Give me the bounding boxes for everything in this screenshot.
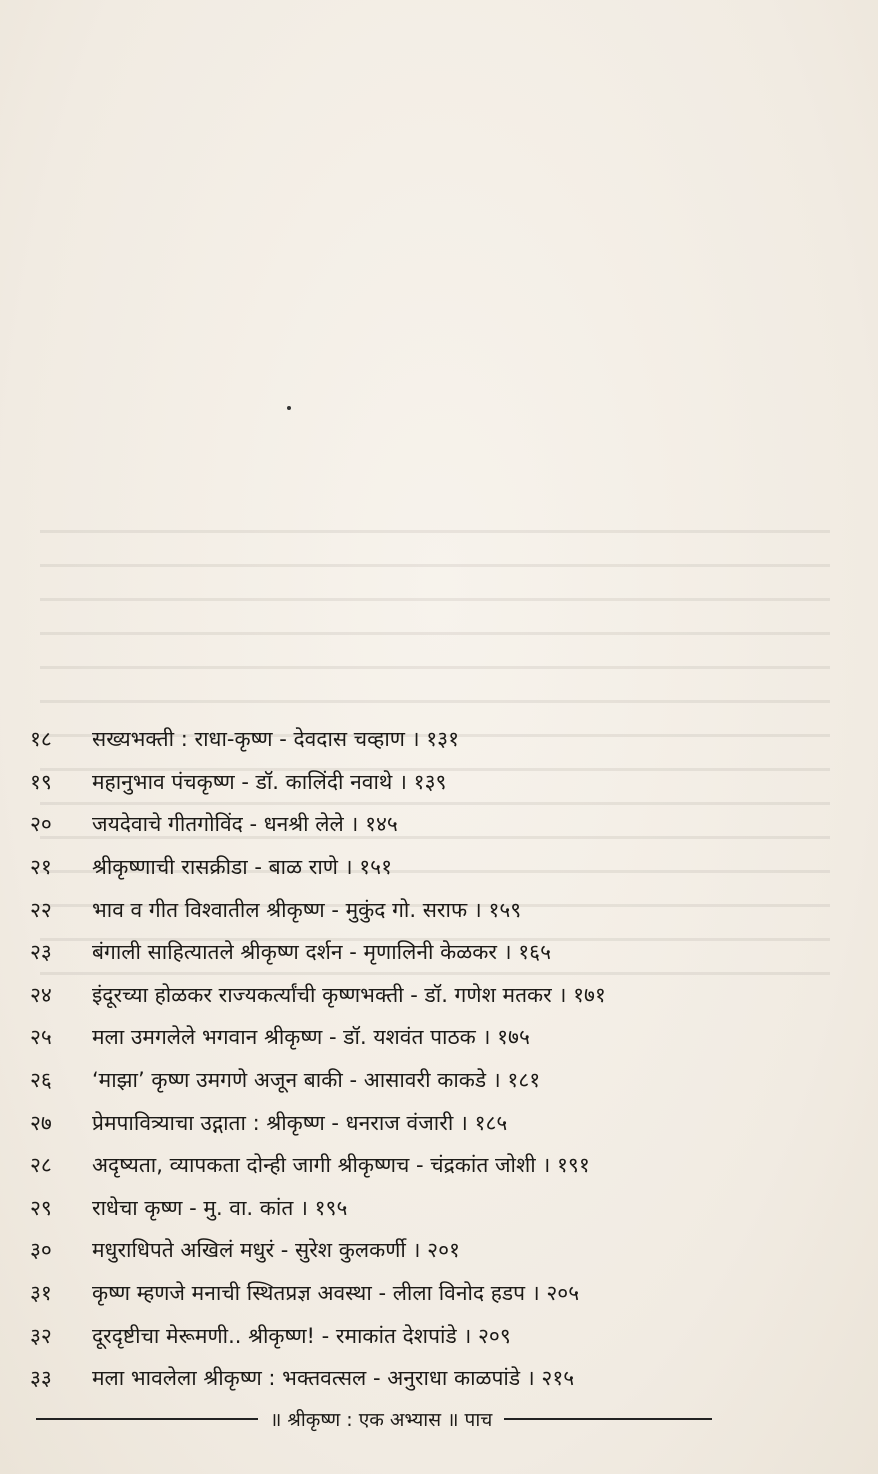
- toc-title: मला उमगलेले भगवान श्रीकृष्ण - डॉ. यशवंत पाठक । १७५: [92, 1025, 530, 1050]
- toc-title: मधुराधिपते अखिलं मधुरं - सुरेश कुलकर्णी । २०१: [92, 1238, 460, 1263]
- toc-entry: [30, 1314, 830, 1357]
- toc-title: जयदेवाचे गीतगोविंद - धनश्री लेले । १४५: [92, 812, 398, 837]
- toc-number: २०: [30, 812, 52, 837]
- toc-number: ३१: [30, 1281, 52, 1306]
- toc-number: २६: [30, 1068, 52, 1093]
- toc-number: २८: [30, 1153, 52, 1178]
- footer-rule-left: [36, 1418, 258, 1420]
- toc-number: २७: [30, 1110, 52, 1135]
- toc-title: सख्यभक्ती : राधा-कृष्ण - देवदास चव्हाण । १३१: [92, 727, 460, 752]
- table-of-contents: [30, 718, 830, 1400]
- toc-entry: [30, 718, 830, 761]
- toc-entry: [30, 1187, 830, 1230]
- toc-title: महानुभाव पंचकृष्ण - डॉ. कालिंदी नवाथे । १३९: [92, 769, 447, 794]
- toc-title: दूरदृष्टीचा मेरूमणी.. श्रीकृष्ण! - रमाकांत देशपांडे । २०९: [92, 1323, 511, 1348]
- toc-title: प्रेमपावित्र्याचा उद्गाता : श्रीकृष्ण - धनराज वंजारी । १८५: [92, 1110, 508, 1135]
- toc-title: इंदूरच्या होळकर राज्यकर्त्यांची कृष्णभक्ती - डॉ. गणेश मतकर । १७१: [92, 982, 606, 1007]
- toc-entry: [30, 931, 830, 974]
- toc-number: १९: [30, 769, 52, 794]
- toc-entry: [30, 1229, 830, 1272]
- toc-entry: [30, 761, 830, 804]
- toc-title: बंगाली साहित्यातले श्रीकृष्ण दर्शन - मृणालिनी केळकर । १६५: [92, 940, 551, 965]
- toc-number: ३२: [30, 1323, 52, 1348]
- toc-title: श्रीकृष्णाची रासक्रीडा - बाळ राणे । १५१: [92, 855, 393, 880]
- toc-entry: [30, 846, 830, 889]
- toc-entry: [30, 1357, 830, 1400]
- toc-title: कृष्ण म्हणजे मनाची स्थितप्रज्ञ अवस्था - लीला विनोद हडप । २०५: [92, 1281, 580, 1306]
- toc-number: २५: [30, 1025, 52, 1050]
- toc-entry: [30, 1144, 830, 1187]
- toc-entry: [30, 1016, 830, 1059]
- toc-entry: [30, 1101, 830, 1144]
- ink-speck: [287, 406, 291, 410]
- toc-entry: [30, 1059, 830, 1102]
- footer-text: ॥ श्रीकृष्ण : एक अभ्यास ॥ पाच: [270, 1409, 493, 1431]
- toc-number: ३०: [30, 1238, 52, 1263]
- toc-number: ३३: [30, 1366, 52, 1391]
- toc-title: मला भावलेला श्रीकृष्ण : भक्तवत्सल - अनुराधा काळपांडे । २१५: [92, 1366, 575, 1391]
- toc-entry: [30, 803, 830, 846]
- toc-title: भाव व गीत विश्वातील श्रीकृष्ण - मुकुंद गो. सराफ । १५९: [92, 897, 522, 922]
- toc-number: २२: [30, 897, 52, 922]
- toc-title: अदृष्यता, व्यापकता दोन्ही जागी श्रीकृष्णच - चंद्रकांत जोशी । १९१: [92, 1153, 590, 1178]
- footer-rule-right: [504, 1418, 712, 1420]
- toc-title: राधेचा कृष्ण - मु. वा. कांत । १९५: [92, 1195, 348, 1220]
- toc-number: २४: [30, 982, 52, 1007]
- toc-entry: [30, 1272, 830, 1315]
- toc-number: १८: [30, 727, 52, 752]
- toc-number: २१: [30, 855, 52, 880]
- page-footer: [36, 1404, 816, 1434]
- toc-number: २३: [30, 940, 52, 965]
- toc-number: २९: [30, 1195, 52, 1220]
- toc-title: ‘माझा’ कृष्ण उमगणे अजून बाकी - आसावरी काकडे । १८१: [92, 1068, 541, 1093]
- toc-entry: [30, 888, 830, 931]
- toc-entry: [30, 974, 830, 1017]
